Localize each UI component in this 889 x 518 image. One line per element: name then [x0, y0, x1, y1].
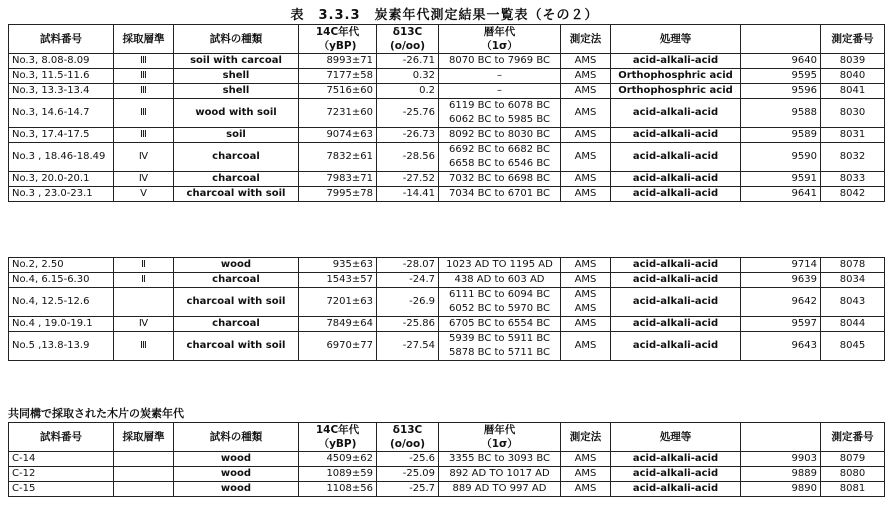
code-cell: 9596 [741, 84, 821, 99]
method-cell: AMS [561, 143, 611, 172]
sample-type-cell: soil [174, 128, 299, 143]
treatment-cell: acid-alkali-acid [611, 467, 741, 482]
c14-age-cell: 9074±63 [299, 128, 377, 143]
sample-type-cell: wood [174, 482, 299, 497]
treatment-cell: acid-alkali-acid [611, 187, 741, 202]
sample-type-cell: wood [174, 258, 299, 273]
meas-no-cell: 8030 [821, 99, 885, 128]
layer-cell: Ⅲ [114, 99, 174, 128]
cal-age-cell: 6111 BC to 6094 BC 6052 BC to 5970 BC [439, 288, 561, 317]
delta13c-cell: -25.6 [377, 452, 439, 467]
table-row [9, 258, 885, 273]
treatment-cell: Orthophosphric acid [611, 84, 741, 99]
treatment-cell: acid-alkali-acid [611, 273, 741, 288]
delta13c-cell: -26.71 [377, 54, 439, 69]
meas-no-cell: 8080 [821, 467, 885, 482]
delta13c-cell: -26.73 [377, 128, 439, 143]
cal-age-cell: – [439, 84, 561, 99]
sample-type-cell: charcoal with soil [174, 288, 299, 317]
method-cell: AMS [561, 54, 611, 69]
table-header-row [9, 25, 885, 54]
c14-age-cell: 7849±64 [299, 317, 377, 332]
code-cell: 9640 [741, 54, 821, 69]
delta13c-cell: -28.07 [377, 258, 439, 273]
layer-cell: Ⅲ [114, 54, 174, 69]
method-cell: AMS [561, 273, 611, 288]
layer-cell: Ⅳ [114, 143, 174, 172]
c14-age-cell: 7177±58 [299, 69, 377, 84]
delta13c-cell: 0.2 [377, 84, 439, 99]
header-sample-type: 試料の種類 [174, 25, 299, 54]
table-body-1 [9, 54, 885, 202]
table-row [9, 99, 885, 128]
header-delta13c: δ13C (o/oo) [377, 25, 439, 54]
method-cell: AMS [561, 332, 611, 361]
meas-no-cell: 8042 [821, 187, 885, 202]
treatment-cell: acid-alkali-acid [611, 172, 741, 187]
cal-age-cell: 6119 BC to 6078 BC 6062 BC to 5985 BC [439, 99, 561, 128]
sample-type-cell: wood [174, 467, 299, 482]
layer-cell: Ⅲ [114, 128, 174, 143]
meas-no-cell: 8040 [821, 69, 885, 84]
layer-cell [114, 482, 174, 497]
c14-age-cell: 4509±62 [299, 452, 377, 467]
header-cal-age: 暦年代 （1σ） [439, 423, 561, 452]
layer-cell: Ⅳ [114, 317, 174, 332]
table-row [9, 288, 885, 317]
cal-age-cell: 892 AD TO 1017 AD [439, 467, 561, 482]
sample-no-cell: No.3 , 18.46-18.49 [9, 143, 114, 172]
method-cell: AMS [561, 128, 611, 143]
method-cell: AMS [561, 452, 611, 467]
cal-age-cell: 6692 BC to 6682 BC 6658 BC to 6546 BC [439, 143, 561, 172]
cal-age-cell: 5939 BC to 5911 BC 5878 BC to 5711 BC [439, 332, 561, 361]
header-meas-no: 測定番号 [821, 25, 885, 54]
c14-age-cell: 7201±63 [299, 288, 377, 317]
header-meas-no: 測定番号 [821, 423, 885, 452]
sample-no-cell: No.4, 12.5-12.6 [9, 288, 114, 317]
c14-age-cell: 7231±60 [299, 99, 377, 128]
table-row [9, 69, 885, 84]
code-cell: 9643 [741, 332, 821, 361]
code-cell: 9590 [741, 143, 821, 172]
code-cell: 9714 [741, 258, 821, 273]
meas-no-cell: 8044 [821, 317, 885, 332]
cal-age-cell: 889 AD TO 997 AD [439, 482, 561, 497]
table-row [9, 172, 885, 187]
header-layer: 採取層準 [114, 25, 174, 54]
delta13c-cell: -25.76 [377, 99, 439, 128]
sample-no-cell: No.3, 14.6-14.7 [9, 99, 114, 128]
layer-cell [114, 288, 174, 317]
header-treatment: 処理等 [611, 423, 741, 452]
c14-age-cell: 1108±56 [299, 482, 377, 497]
meas-no-cell: 8033 [821, 172, 885, 187]
sample-no-cell: No.3, 13.3-13.4 [9, 84, 114, 99]
treatment-cell: acid-alkali-acid [611, 128, 741, 143]
layer-cell: Ⅲ [114, 332, 174, 361]
code-cell: 9639 [741, 273, 821, 288]
header-sample-type: 試料の種類 [174, 423, 299, 452]
c14-age-cell: 1089±59 [299, 467, 377, 482]
delta13c-cell: -28.56 [377, 143, 439, 172]
results-table-2 [8, 257, 885, 361]
sample-no-cell: No.3, 8.08-8.09 [9, 54, 114, 69]
cal-age-cell: 8070 BC to 7969 BC [439, 54, 561, 69]
cal-age-cell: 6705 BC to 6554 BC [439, 317, 561, 332]
c14-age-cell: 7995±78 [299, 187, 377, 202]
treatment-cell: acid-alkali-acid [611, 482, 741, 497]
delta13c-cell: -25.09 [377, 467, 439, 482]
code-cell: 9641 [741, 187, 821, 202]
sample-no-cell: No.2, 2.50 [9, 258, 114, 273]
method-cell: AMS [561, 172, 611, 187]
treatment-cell: Orthophosphric acid [611, 69, 741, 84]
code-cell: 9588 [741, 99, 821, 128]
delta13c-cell: -26.9 [377, 288, 439, 317]
sample-no-cell: No.3, 20.0-20.1 [9, 172, 114, 187]
treatment-cell: acid-alkali-acid [611, 332, 741, 361]
header-blank [741, 25, 821, 54]
table-row [9, 84, 885, 99]
method-cell: AMS AMS [561, 288, 611, 317]
meas-no-cell: 8041 [821, 84, 885, 99]
treatment-cell: acid-alkali-acid [611, 288, 741, 317]
table-row [9, 317, 885, 332]
sample-no-cell: C-14 [9, 452, 114, 467]
layer-cell: Ⅲ [114, 69, 174, 84]
code-cell: 9595 [741, 69, 821, 84]
c14-age-cell: 8993±71 [299, 54, 377, 69]
delta13c-cell: 0.32 [377, 69, 439, 84]
header-method: 測定法 [561, 25, 611, 54]
code-cell: 9889 [741, 467, 821, 482]
sample-no-cell: No.3 , 23.0-23.1 [9, 187, 114, 202]
sample-type-cell: charcoal with soil [174, 332, 299, 361]
delta13c-cell: -27.54 [377, 332, 439, 361]
code-cell: 9642 [741, 288, 821, 317]
cal-age-cell: 7032 BC to 6698 BC [439, 172, 561, 187]
table-header-row [9, 423, 885, 452]
table-body-3 [9, 452, 885, 497]
delta13c-cell: -25.86 [377, 317, 439, 332]
method-cell: AMS [561, 467, 611, 482]
c14-age-cell: 6970±77 [299, 332, 377, 361]
header-layer: 採取層準 [114, 423, 174, 452]
treatment-cell: acid-alkali-acid [611, 258, 741, 273]
c14-age-cell: 7832±61 [299, 143, 377, 172]
header-delta13c: δ13C (o/oo) [377, 423, 439, 452]
header-treatment: 処理等 [611, 25, 741, 54]
sample-type-cell: charcoal [174, 143, 299, 172]
layer-cell: Ⅴ [114, 187, 174, 202]
meas-no-cell: 8039 [821, 54, 885, 69]
table-row [9, 54, 885, 69]
sample-type-cell: shell [174, 69, 299, 84]
sample-no-cell: C-12 [9, 467, 114, 482]
cal-age-cell: – [439, 69, 561, 84]
results-table-3 [8, 422, 885, 497]
sample-no-cell: No.4, 6.15-6.30 [9, 273, 114, 288]
sample-type-cell: wood [174, 452, 299, 467]
method-cell: AMS [561, 482, 611, 497]
table-row [9, 187, 885, 202]
code-cell: 9597 [741, 317, 821, 332]
meas-no-cell: 8034 [821, 273, 885, 288]
table-row [9, 482, 885, 497]
delta13c-cell: -25.7 [377, 482, 439, 497]
table-row [9, 452, 885, 467]
code-cell: 9903 [741, 452, 821, 467]
header-c14: 14C年代 （yBP) [299, 25, 377, 54]
cal-age-cell: 1023 AD TO 1195 AD [439, 258, 561, 273]
layer-cell: Ⅱ [114, 273, 174, 288]
method-cell: AMS [561, 258, 611, 273]
code-cell: 9591 [741, 172, 821, 187]
sample-no-cell: C-15 [9, 482, 114, 497]
method-cell: AMS [561, 317, 611, 332]
c14-age-cell: 7516±60 [299, 84, 377, 99]
page-title: 表 3.3.3 炭素年代測定結果一覧表（その２） [290, 8, 599, 23]
table-body-2 [9, 258, 885, 361]
treatment-cell: acid-alkali-acid [611, 143, 741, 172]
results-table-1 [8, 24, 885, 202]
header-blank [741, 423, 821, 452]
section-caption: 共同構で採取された木片の炭素年代 [8, 407, 184, 420]
treatment-cell: acid-alkali-acid [611, 452, 741, 467]
c14-age-cell: 1543±57 [299, 273, 377, 288]
sample-type-cell: shell [174, 84, 299, 99]
treatment-cell: acid-alkali-acid [611, 317, 741, 332]
method-cell: AMS [561, 84, 611, 99]
table-row [9, 143, 885, 172]
sample-type-cell: charcoal with soil [174, 187, 299, 202]
sample-no-cell: No.3, 11.5-11.6 [9, 69, 114, 84]
cal-age-cell: 7034 BC to 6701 BC [439, 187, 561, 202]
c14-age-cell: 935±63 [299, 258, 377, 273]
cal-age-cell: 3355 BC to 3093 BC [439, 452, 561, 467]
cal-age-cell: 438 AD to 603 AD [439, 273, 561, 288]
layer-cell: Ⅲ [114, 84, 174, 99]
table-row [9, 467, 885, 482]
code-cell: 9589 [741, 128, 821, 143]
header-sample-no: 試料番号 [9, 423, 114, 452]
meas-no-cell: 8081 [821, 482, 885, 497]
layer-cell [114, 467, 174, 482]
meas-no-cell: 8045 [821, 332, 885, 361]
sample-type-cell: wood with soil [174, 99, 299, 128]
delta13c-cell: -14.41 [377, 187, 439, 202]
header-cal-age: 暦年代 （1σ） [439, 25, 561, 54]
code-cell: 9890 [741, 482, 821, 497]
table-row [9, 273, 885, 288]
meas-no-cell: 8032 [821, 143, 885, 172]
header-method: 測定法 [561, 423, 611, 452]
method-cell: AMS [561, 187, 611, 202]
treatment-cell: acid-alkali-acid [611, 99, 741, 128]
meas-no-cell: 8043 [821, 288, 885, 317]
sample-type-cell: charcoal [174, 317, 299, 332]
layer-cell [114, 452, 174, 467]
meas-no-cell: 8079 [821, 452, 885, 467]
sample-no-cell: No.3, 17.4-17.5 [9, 128, 114, 143]
sample-type-cell: charcoal [174, 172, 299, 187]
treatment-cell: acid-alkali-acid [611, 54, 741, 69]
c14-age-cell: 7983±71 [299, 172, 377, 187]
header-c14: 14C年代 （yBP) [299, 423, 377, 452]
table-row [9, 128, 885, 143]
sample-no-cell: No.5 ,13.8-13.9 [9, 332, 114, 361]
cal-age-cell: 8092 BC to 8030 BC [439, 128, 561, 143]
sample-type-cell: charcoal [174, 273, 299, 288]
meas-no-cell: 8078 [821, 258, 885, 273]
delta13c-cell: -27.52 [377, 172, 439, 187]
header-sample-no: 試料番号 [9, 25, 114, 54]
method-cell: AMS [561, 69, 611, 84]
delta13c-cell: -24.7 [377, 273, 439, 288]
method-cell: AMS [561, 99, 611, 128]
meas-no-cell: 8031 [821, 128, 885, 143]
sample-no-cell: No.4 , 19.0-19.1 [9, 317, 114, 332]
layer-cell: Ⅱ [114, 258, 174, 273]
layer-cell: Ⅳ [114, 172, 174, 187]
sample-type-cell: soil with carcoal [174, 54, 299, 69]
table-row [9, 332, 885, 361]
